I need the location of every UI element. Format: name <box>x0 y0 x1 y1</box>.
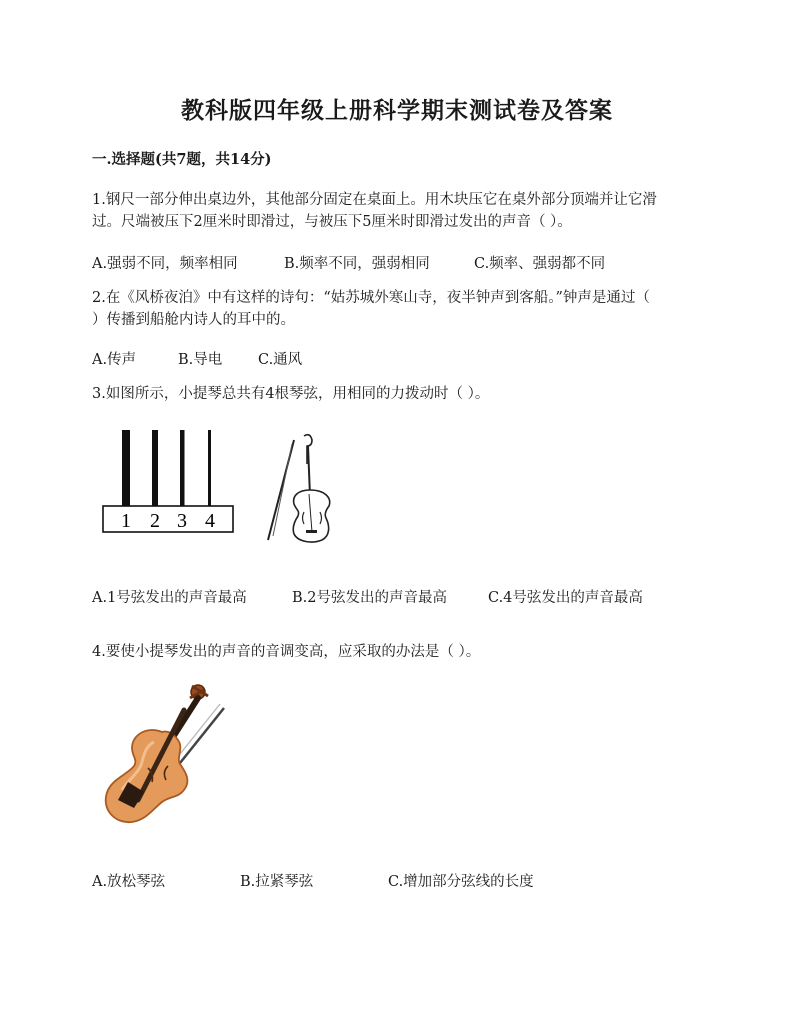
q3-text: 3.如图所示，小提琴总共有4根琴弦，用相同的力拨动时（ ）。 <box>92 386 490 402</box>
bow-hair <box>273 444 292 536</box>
q4-option-a[interactable]: A.放松琴弦 <box>92 874 166 890</box>
violin-body <box>106 730 188 822</box>
string-1 <box>122 430 130 506</box>
q1-text-line1: 1.钢尺一部分伸出桌边外，其他部分固定在桌面上。用木块压它在桌外部分顶端并让它滑 <box>92 192 657 208</box>
q3-option-b[interactable]: B.2号弦发出的声音最高 <box>292 590 447 606</box>
string-4 <box>208 430 211 506</box>
violin-tailpiece <box>306 530 317 533</box>
q2-text-line1: 2.在《风桥夜泊》中有这样的诗句：“姑苏城外寒山寺，夜半钟声到客船。”钟声是通过（ <box>92 290 650 306</box>
string-3 <box>180 430 185 506</box>
q4-option-c[interactable]: C.增加部分弦线的长度 <box>388 874 534 890</box>
q3-option-a[interactable]: A.1号弦发出的声音最高 <box>92 590 247 606</box>
violin-sketch <box>264 432 336 548</box>
q4-text: 4.要使小提琴发出的声音的音调变高，应采取的办法是（ ）。 <box>92 644 481 660</box>
q2-option-b[interactable]: B.导电 <box>178 352 223 368</box>
string-2 <box>152 430 158 506</box>
string-diagram <box>100 428 240 538</box>
q4-option-b[interactable]: B.拉紧琴弦 <box>240 874 314 890</box>
page-title: 教科版四年级上册科学期末测试卷及答案 <box>181 97 613 124</box>
q1-text-line2: 过。尺端被压下2厘米时即滑过，与被压下5厘米时即滑过发出的声音（ ）。 <box>92 214 572 230</box>
q2-option-a[interactable]: A.传声 <box>92 352 137 368</box>
q1-option-a[interactable]: A.强弱不同，频率相同 <box>92 256 238 272</box>
q3-option-c[interactable]: C.4号弦发出的声音最高 <box>488 590 643 606</box>
violin-neck <box>308 446 310 496</box>
string-label-2: 2 <box>150 510 160 532</box>
q2-text-line2: ）传播到船舱内诗人的耳中的。 <box>92 312 295 328</box>
q2-option-c[interactable]: C.通风 <box>258 352 303 368</box>
violin-illustration <box>94 682 228 828</box>
string-label-1: 1 <box>121 510 131 532</box>
string-label-4: 4 <box>205 510 215 532</box>
violin-body <box>293 490 329 542</box>
section-heading: 一.选择题(共7题，共14分) <box>92 151 272 168</box>
q1-option-b[interactable]: B.频率不同，强弱相同 <box>284 256 430 272</box>
q1-option-c[interactable]: C.频率、强弱都不同 <box>474 256 606 272</box>
string-label-3: 3 <box>177 510 187 532</box>
